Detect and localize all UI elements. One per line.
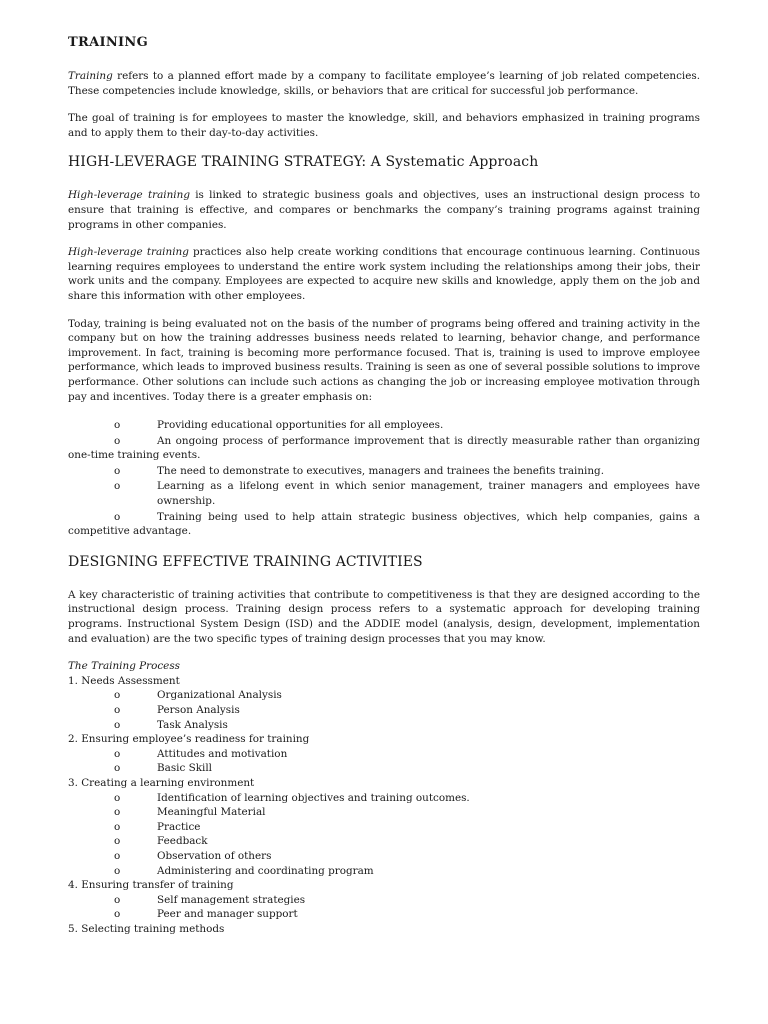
high-leverage-paragraph-1-text: is linked to strategic business goals and objectives, uses an instructional design process to ensure that training is effective, and compares or benchmarks the company’s training programs against training programs in other companies. xyxy=(68,189,700,231)
step-label: 5. Selecting training methods xyxy=(68,922,225,935)
step-label: 4. Ensuring transfer of training xyxy=(68,879,234,892)
bullet-icon: o xyxy=(114,510,121,523)
list-item: o An ongoing process of performance improvement that is directly measurable rather than organizing one-time training events. xyxy=(68,434,700,462)
list-item: o Practice xyxy=(114,820,201,833)
bullet-icon: o xyxy=(114,908,121,921)
list-item: o Identification of learning objectives and training outcomes. xyxy=(114,791,470,804)
bullet-icon: o xyxy=(114,747,121,760)
intro-paragraph-1 xyxy=(68,69,700,98)
design-process-paragraph: A key characteristic of training activities that contribute to competitiveness is that they are designed according to the instructional design process. Training design process refers to a systematic approach for developing training programs. Instructional System Design (ISD) and the ADDIE model (analysis, design, development, implementation and evaluation) are the two specific types of training design processes that you may know. xyxy=(68,588,700,645)
high-leverage-paragraph-1 xyxy=(68,188,700,232)
bullet-icon: o xyxy=(114,464,121,477)
bullet-icon: o xyxy=(114,704,121,716)
list-item: o Peer and manager support xyxy=(114,908,298,921)
high-leverage-term: High-leverage training xyxy=(68,246,189,259)
document-title: TRAINING xyxy=(68,35,148,50)
bullet-icon: o xyxy=(114,434,121,447)
bullet-icon: o xyxy=(114,419,121,432)
intro-paragraph-1-text: refers to a planned effort made by a company to facilitate employee’s learning of job related competencies. These competencies include knowledge, skills, or behaviors that are critical for successful job performance. xyxy=(68,70,700,97)
intro-paragraph-2: The goal of training is for employees to master the knowledge, skill, and behaviors emphasized in training programs and to apply them to their day-to-day activities. xyxy=(68,112,700,139)
list-item: o Feedback xyxy=(114,835,208,848)
list-item: o Basic Skill xyxy=(114,762,212,775)
bullet-icon: o xyxy=(114,864,121,877)
bullet-icon: o xyxy=(114,480,121,493)
step-label: 1. Needs Assessment xyxy=(68,674,180,687)
list-item: o Person Analysis xyxy=(114,704,240,716)
section-heading-designing: DESIGNING EFFECTIVE TRAINING ACTIVITIES xyxy=(68,553,423,570)
list-item: o Meaningful Material xyxy=(114,806,266,819)
bullet-icon: o xyxy=(114,820,121,833)
bullet-icon: o xyxy=(114,893,121,906)
list-item: o Providing educational opportunities for all employees. xyxy=(114,419,444,432)
training-process-title: The Training Process xyxy=(68,660,180,673)
step-sublist xyxy=(68,893,700,922)
high-leverage-term: High-leverage training xyxy=(68,189,190,202)
step-label: 3. Creating a learning environment xyxy=(68,776,255,789)
step-label: 2. Ensuring employee’s readiness for training xyxy=(68,733,310,746)
evaluation-paragraph: Today, training is being evaluated not on the basis of the number of programs being offered and training activity in the company but on how the training addresses business needs related to learning, behavior change, and performance improvement. In fact, training is becoming more performance focused. That is, training is used to improve employee performance, which leads to improved business results. Training is seen as one of several possible solutions to improve performance. Other solutions can include such actions as changing the job or increasing employee motivation through pay and incentives. Today there is a greater emphasis on: xyxy=(68,317,700,403)
list-item: o Self management strategies xyxy=(114,893,306,906)
list-item: o Training being used to help attain strategic business objectives, which help companies, gains a competitive advantage. xyxy=(68,510,700,538)
list-item: o Organizational Analysis xyxy=(114,689,282,702)
list-item: o Observation of others xyxy=(114,849,272,862)
bullet-icon: o xyxy=(114,718,121,731)
list-item: o Learning as a lifelong event in which senior management, trainer managers and employees have ownership. xyxy=(114,480,700,508)
bullet-icon: o xyxy=(114,806,121,819)
training-process-outline xyxy=(68,674,700,937)
training-term: Training xyxy=(68,70,113,82)
bullet-icon: o xyxy=(114,849,121,862)
step-sublist xyxy=(68,688,700,732)
list-item: o Attitudes and motivation xyxy=(114,747,288,760)
high-leverage-paragraph-2-text: practices also help create working conditions that encourage continuous learning. Continuous learning requires employees to understand the entire work system including the relationships among their jobs, their work units and the company. Employees are expected to acquire new skills and knowledge, apply them on the job and share this information with other employees. xyxy=(68,246,701,302)
bullet-icon: o xyxy=(114,791,121,804)
bullet-icon: o xyxy=(114,689,121,702)
section-heading-high-leverage: HIGH-LEVERAGE TRAINING STRATEGY: A Systematic Approach xyxy=(68,154,539,171)
step-sublist xyxy=(68,747,700,776)
list-item: o The need to demonstrate to executives, managers and trainees the benefits training. xyxy=(114,464,605,477)
bullet-icon: o xyxy=(114,835,121,848)
emphasis-list xyxy=(68,418,700,539)
list-item: o Administering and coordinating program xyxy=(114,864,374,877)
step-sublist xyxy=(68,791,700,879)
bullet-icon: o xyxy=(114,762,121,775)
list-item: o Task Analysis xyxy=(114,718,228,731)
high-leverage-paragraph-2 xyxy=(68,245,700,303)
